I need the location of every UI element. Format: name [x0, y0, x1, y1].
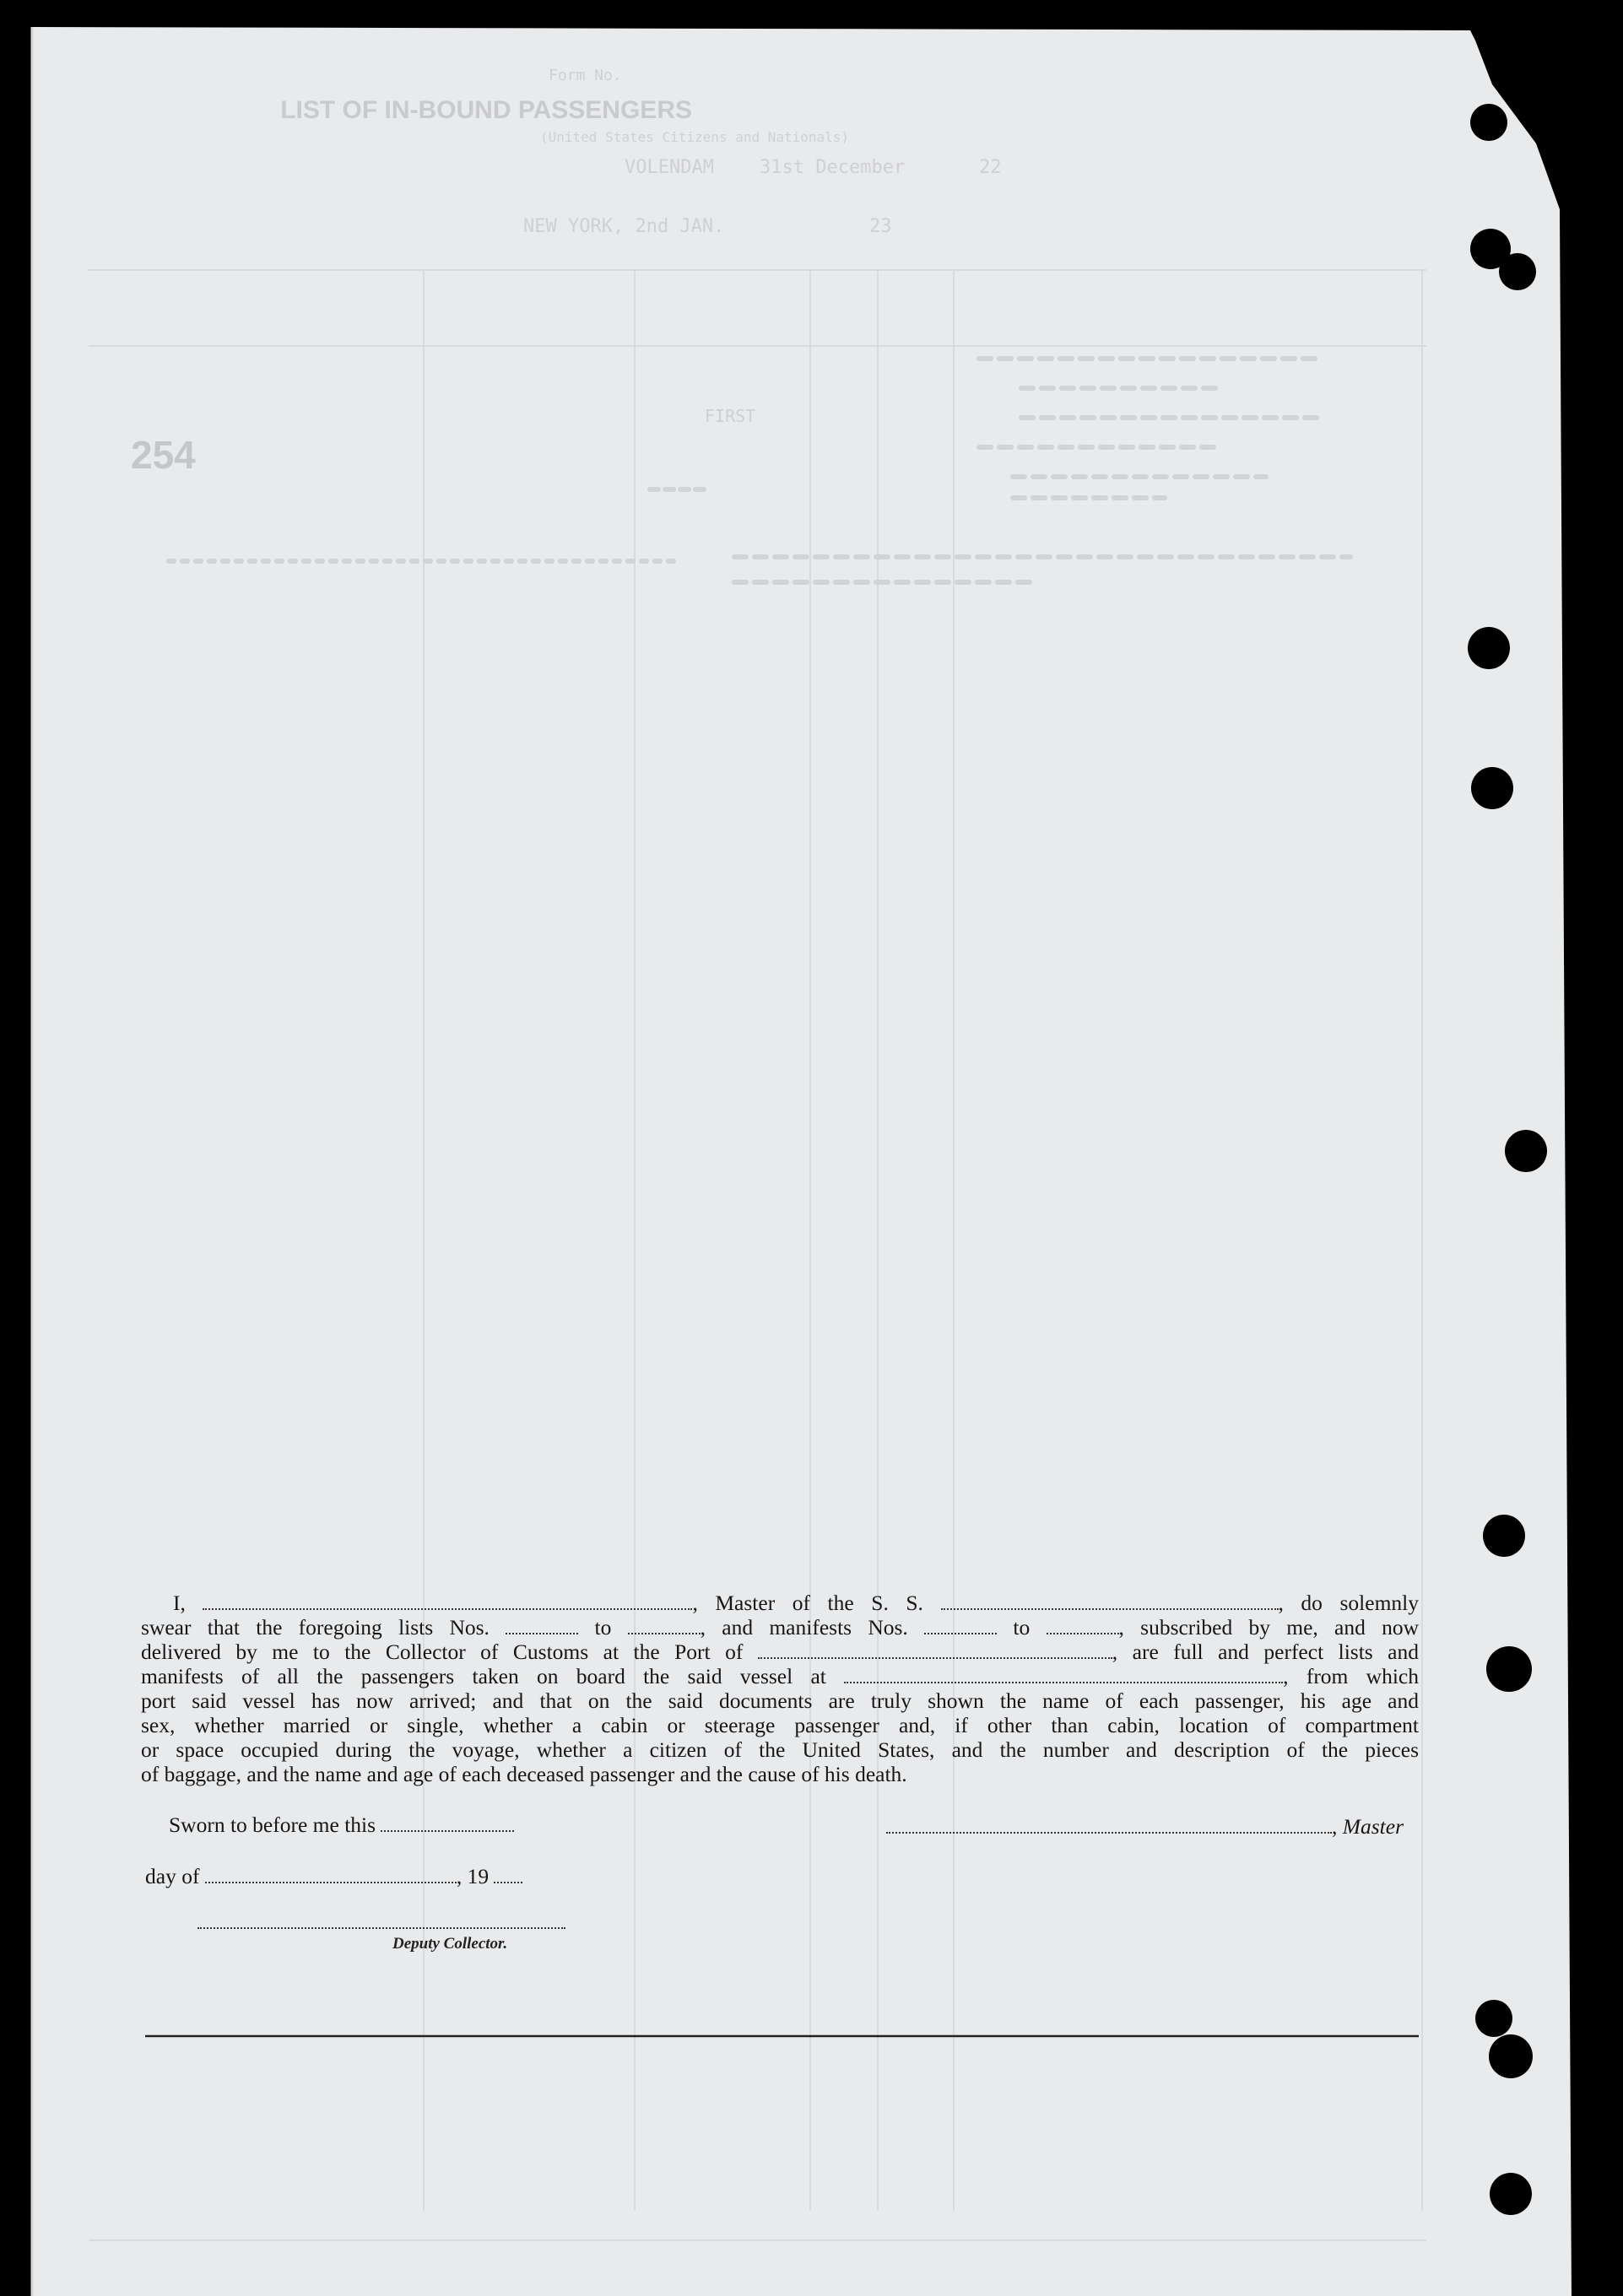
- oath-line-7: or space occupied during the voyage, whether a citizen of the United States, and the number and description of the pieces: [141, 1737, 1419, 1762]
- punch-hole: [1489, 2034, 1533, 2078]
- manifests-to-blank[interactable]: [1047, 1618, 1119, 1634]
- oath-and-manifests: , and manifests Nos.: [700, 1615, 908, 1640]
- bleed-year: 22: [979, 157, 1002, 178]
- day-of-line: [145, 1864, 522, 1889]
- sworn-label: Sworn to before me this: [169, 1812, 376, 1837]
- oath-master-of: , Master of the S. S.: [692, 1591, 923, 1615]
- oath-line-2: [141, 1615, 1419, 1640]
- oath-delivered: delivered by me to the Collector of Customs at the Port of: [141, 1640, 744, 1664]
- oath-paragraph: [141, 1591, 1419, 1786]
- vessel-name-blank[interactable]: [941, 1593, 1279, 1610]
- oath-to-2: to: [1013, 1615, 1031, 1640]
- paper-sheet: [32, 27, 1572, 2296]
- oath-line-4: [141, 1664, 1419, 1688]
- port-blank[interactable]: [758, 1642, 1112, 1659]
- month-blank[interactable]: [205, 1867, 457, 1883]
- punch-hole: [1471, 767, 1513, 809]
- oath-do-solemnly: , do solemnly: [1278, 1591, 1419, 1615]
- manifests-from-blank[interactable]: [924, 1618, 997, 1634]
- punch-hole: [1490, 2173, 1532, 2215]
- bleed-subtitle: (United States Citizens and Nationals): [540, 129, 850, 145]
- punch-hole: [1475, 2000, 1512, 2037]
- deputy-collector-label: Deputy Collector.: [392, 1935, 508, 1953]
- bleed-port-line: NEW YORK, 2nd JAN.: [523, 216, 725, 237]
- oath-manifests-all: manifests of all the passengers taken on board the said vessel at: [141, 1664, 826, 1688]
- bleed-stamp-number: 254: [131, 433, 196, 477]
- punch-hole: [1470, 104, 1507, 141]
- punch-hole: [1486, 1646, 1532, 1692]
- master-signature-blank[interactable]: [886, 1817, 1332, 1834]
- year-prefix: , 19: [456, 1864, 490, 1888]
- oath-line-3: [141, 1640, 1419, 1664]
- bleed-status: FIRST: [705, 406, 756, 426]
- oath-from-which: , from which: [1283, 1664, 1419, 1688]
- oath-subscribed: , subscribed by me, and now: [1118, 1615, 1420, 1640]
- oath-line-5: port said vessel has now arrived; and that on the said documents are truly shown the name of each passenger, his age and: [141, 1688, 1419, 1713]
- punch-hole: [1505, 1130, 1547, 1172]
- departure-port-blank[interactable]: [844, 1667, 1283, 1683]
- punch-hole: [1499, 253, 1536, 290]
- oath-line-6: sex, whether married or single, whether a cabin or steerage passenger and, if other than cabin, location of compartment: [141, 1713, 1419, 1737]
- oath-line-1: [141, 1591, 1419, 1615]
- bleed-vessel: VOLENDAM: [625, 157, 714, 178]
- day-of-label: day of: [145, 1864, 200, 1888]
- year-blank[interactable]: [494, 1867, 522, 1883]
- master-label: Master: [1342, 1814, 1404, 1839]
- oath-swear-lists: swear that the foregoing lists Nos.: [141, 1615, 490, 1640]
- oath-full-perfect: , are full and perfect lists and: [1112, 1640, 1420, 1664]
- lists-to-blank[interactable]: [628, 1618, 701, 1634]
- lists-from-blank[interactable]: [506, 1618, 578, 1634]
- bleed-form-no: Form No.: [549, 67, 622, 84]
- oath-line-8: of baggage, and the name and age of each deceased passenger and the cause of his death.: [141, 1762, 907, 1786]
- sworn-line: [169, 1812, 514, 1838]
- deputy-signature-blank[interactable]: [197, 1927, 565, 1929]
- sworn-day-blank[interactable]: [381, 1815, 514, 1832]
- master-name-blank[interactable]: [203, 1593, 692, 1610]
- oath-i-label: I,: [173, 1591, 186, 1615]
- bleed-year-2: 23: [869, 216, 892, 237]
- bleed-title: LIST OF IN-BOUND PASSENGERS: [280, 96, 692, 124]
- punch-hole: [1483, 1515, 1525, 1557]
- oath-to-1: to: [594, 1615, 612, 1640]
- bleed-date: 31st December: [760, 157, 906, 178]
- master-signature-line: , Master: [886, 1814, 1404, 1840]
- punch-hole: [1468, 627, 1510, 669]
